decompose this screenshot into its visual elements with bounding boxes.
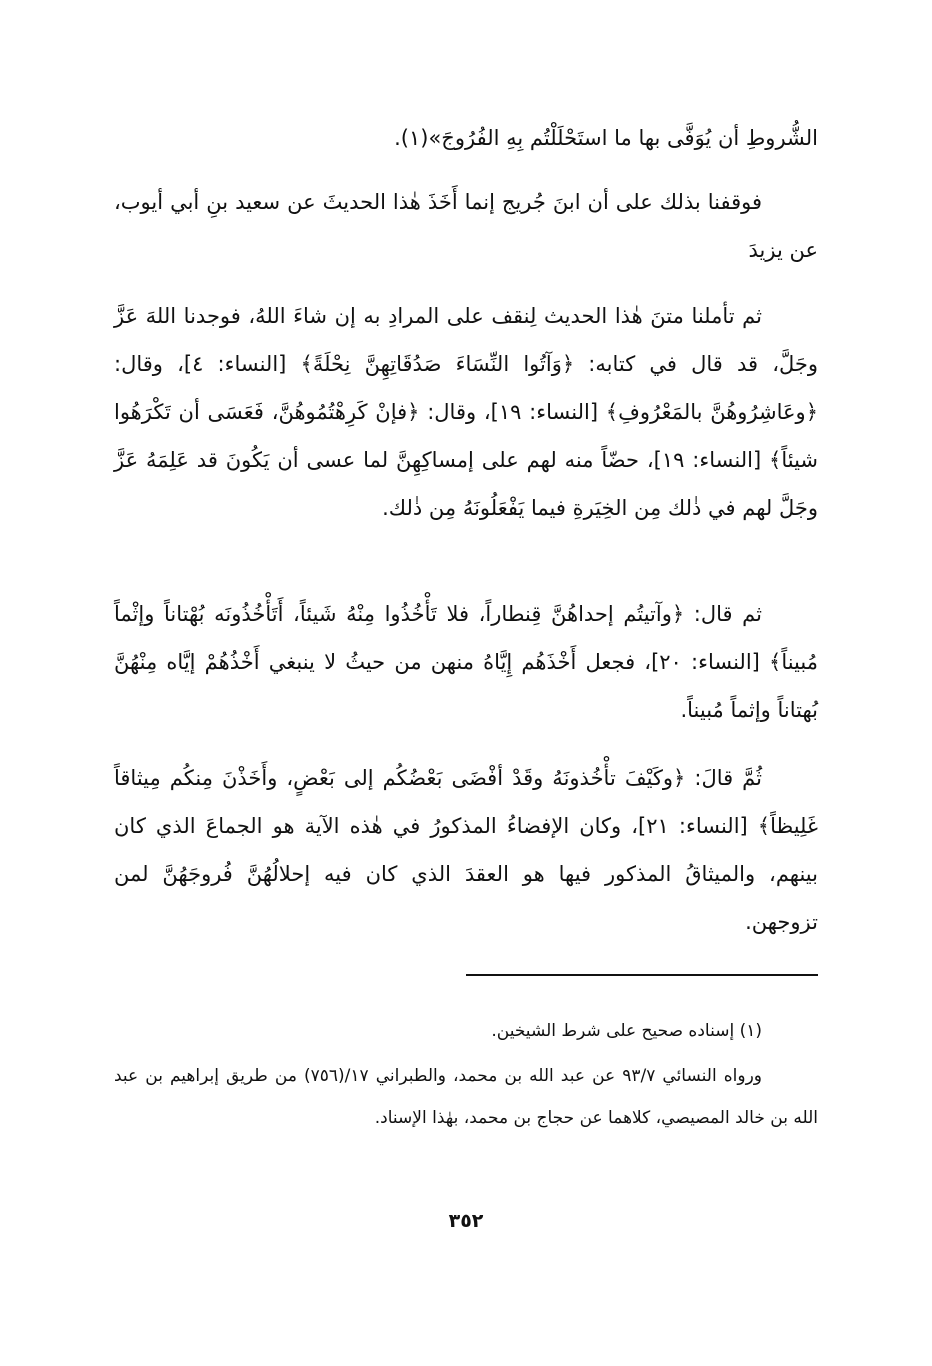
footnote-1: (١) إسناده صحيح على شرط الشيخين. <box>491 1021 762 1041</box>
paragraph-qintar: ثم قال: ﴿وآتيتُم إحداهُنَّ قِنطاراً، فلا تَأْخُذُوا مِنْهُ شَيئاً، أَتَأْخُذُونَه بُهْتاناً وإثْماً مُبيناً﴾ [النساء: ٢٠]، فجعل أَخْذَهُم إِيَّاهُ منهن من حيثُ لا ينبغي أَخْذُهُمْ إيَّاه مِنْهُنَّ بُهتاناً وإثماً مُبيناً. <box>114 602 818 722</box>
paragraph-continuation: الشُّروطِ أن يُوَفَّى بها ما استَحْلَلْتُم بِهِ الفُرُوجَ»(١). <box>394 126 818 150</box>
paragraph-ibn-jurayj: فوقفنا بذلك على أن ابنَ جُريج إنما أَخَذَ هٰذا الحديثَ عن سعيد بنِ أبي أيوب، عن يزيدَ <box>114 190 818 262</box>
footnote-1-continuation: ورواه النسائي ٩٣/٧ عن عبد الله بن محمد، والطبراني ١٧/(٧٥٦) من طريق إبراهيم بن عبد الله بن خالد المصيصي، كلاهما عن حجاج بن محمد، بهٰذا الإسناد. <box>114 1066 818 1128</box>
footnote-divider <box>466 974 818 976</box>
page-number: ٣٥٢ <box>448 1210 484 1232</box>
paragraph-quran-verses: ثم تأملنا متنَ هٰذا الحديث لِنقف على المرادِ به إن شاءَ اللهُ، فوجدنا اللهَ عَزَّ وجَلَّ، قد قال في كتابه: ﴿وَآتُوا النِّسَاءَ صَدُقَاتِهِنَّ نِحْلَةً﴾ [النساء: ٤]، وقال: ﴿وعَاشِرُوهُنَّ بالمَعْرُوفِ﴾ [النساء: ١٩]، وقال: ﴿فإنْ كَرِهْتُمُوهُنَّ، فَعَسَى أن تَكْرَهُوا شيئاً﴾ [النساء: ١٩]، حضّاً منه لهم على إمساكِهِنَّ لما عسى أن يَكُونَ قد عَلِمَهُ عَزَّ وجَلَّ لهم في ذٰلك مِن الخِيَرةِ فيما يَفْعَلُونَهُ مِن ذٰلك. <box>114 304 819 520</box>
paragraph-mithaq: ثُمَّ قالَ: ﴿وكَيْفَ تأْخُذونَهُ وقَدْ أفْضَى بَعْضُكُم إلى بَعْضٍ، وأَخَذْنَ مِنكُم مِيثاقاً غَلِيظاً﴾ [النساء: ٢١]، وكان الإفضاءُ المذكورُ في هٰذه الآية هو الجماعَ الذي كان بينهم، والميثاقُ المذكور فيها هو العقدَ الذي كان فيه إحلالُهُنَّ فُروجَهُنَّ لمن تزوجهن. <box>114 766 818 934</box>
